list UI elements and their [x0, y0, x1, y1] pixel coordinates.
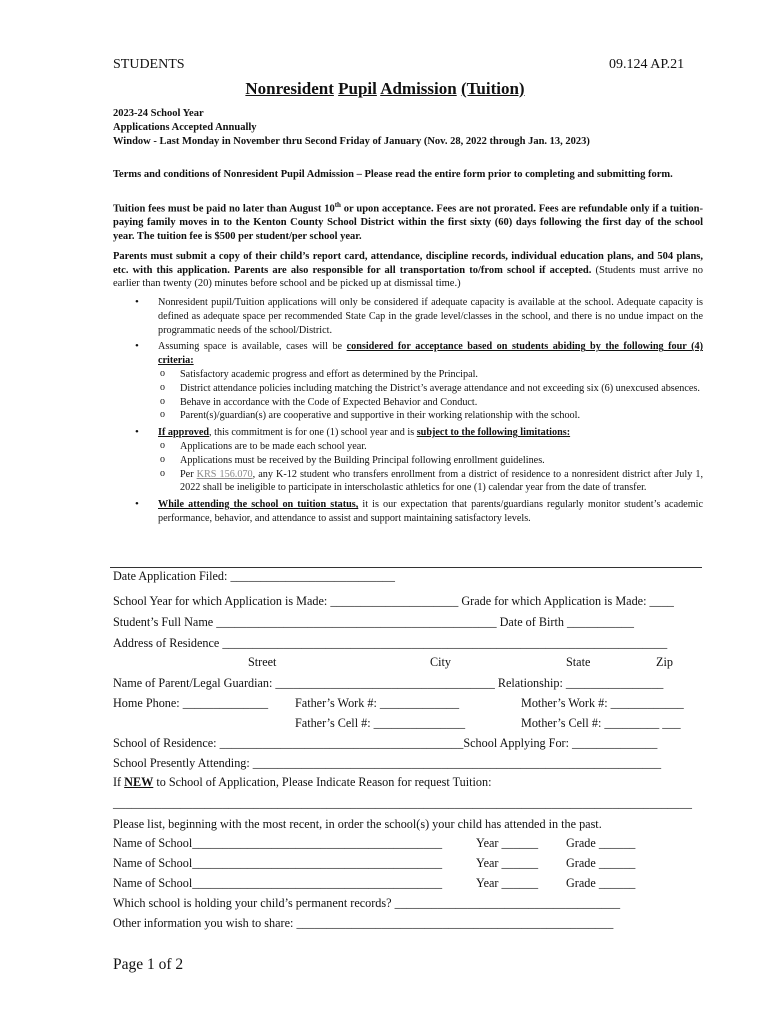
sub-item-text: , any K-12 student who transfers enrollment from a district of residence to a nonresident district after July 1, 2022 shall be ineligible to participate in interscholastic athletics for one (1) calendar year from the date of transfer. — [180, 468, 703, 494]
tuition-status-label: While attending the school on tuition status, — [158, 499, 359, 511]
previous-school-name-field[interactable]: Name of School_________________________________________ — [113, 836, 443, 850]
school-residence-applying-field[interactable]: School of Residence: ________________________________________School Applying For: ______________ — [113, 736, 658, 750]
list-item — [113, 426, 703, 495]
title-word: Nonresident — [245, 79, 334, 98]
application-meta — [113, 107, 590, 149]
address-state-label: State — [566, 655, 591, 669]
title-word: Pupil — [338, 79, 377, 98]
sub-item-text: Per — [180, 468, 197, 480]
student-name-dob-field[interactable]: Student’s Full Name ______________________________________________ Date of Birth ___________ — [113, 615, 634, 629]
title-word: (Tuition) — [460, 79, 525, 98]
sub-item: o Applications are to be made each school year. — [158, 440, 703, 454]
school-year: 2023-24 School Year — [113, 108, 204, 119]
terms-paragraph: Terms and conditions of Nonresident Pupil Admission – Please read the entire form prior to completing and submitting form. — [113, 169, 673, 180]
bullet-text: Assuming space is available, cases will be — [158, 341, 347, 353]
if-new-reason-label — [113, 775, 491, 790]
title-word: Admission — [380, 79, 457, 98]
previous-school-grade-field[interactable]: Grade ______ — [566, 836, 636, 850]
sub-item: o District attendance policies including matching the District’s average attendance and not exceeding six (6) unexcused absences. — [158, 382, 703, 396]
sub-item: o Applications must be received by the Building Principal following enrollment guidelines. — [158, 454, 703, 468]
school-year-grade-field[interactable]: School Year for which Application is Made: _____________________ Grade for which Application is Made: ____ — [113, 594, 674, 608]
reason-field[interactable]: _______________________________________________________________________________________________ — [113, 796, 692, 810]
address-field[interactable]: Address of Residence _________________________________________________________________________ — [113, 636, 668, 650]
home-phone-field[interactable]: Home Phone: ______________ — [113, 696, 269, 710]
criteria-heading: considered for acceptance based on students abiding by the following four (4) criteria: — [158, 341, 703, 367]
previous-school-year-field[interactable]: Year ______ — [476, 856, 539, 870]
permanent-records-field[interactable]: Which school is holding your child’s permanent records? _____________________________________ — [113, 896, 621, 910]
conditions-list — [113, 296, 703, 529]
tuition-text: Tuition fees must be paid no later than August 10 — [113, 203, 335, 215]
header-section-label: STUDENTS — [113, 57, 185, 72]
bullet-text: Nonresident pupil/Tuition applications will only be considered if adequate capacity is available at the school. Adequate capacity is defined as adequate space per recommended State Cap in the grade level/classes in the school, and there is no undue impact on the programmatic needs of the school/District. — [158, 297, 703, 336]
parents-text: Parents must submit a copy of their child’s report card, attendance, discipline records, individual education plans, and 504 plans, etc. with this application. Parents are also responsible for all transportation to/from school if accepted. — [113, 251, 703, 276]
father-work-field[interactable]: Father’s Work #: _____________ — [295, 696, 460, 710]
bullet-text: , this commitment is for one (1) school year and is — [209, 427, 417, 439]
tuition-text-rest: or upon acceptance. Fees are not prorated. Fees are refundable only if a tuition-paying family moves in to the Kenton County School District within the first sixty (60) days following the first day of the school year. The tuition fee is $500 per student/per school year. — [113, 203, 703, 242]
please-list-instruction: Please list, beginning with the most recent, in order the school(s) your child has attended in the past. — [113, 817, 602, 831]
sub-item: o Parent(s)/guardian(s) are cooperative and supportive in their working relationship with the school. — [158, 409, 703, 423]
header-policy-code: 09.124 AP.21 — [609, 57, 685, 72]
previous-school-name-field[interactable]: Name of School_________________________________________ — [113, 856, 443, 870]
if-new-text: If — [113, 775, 125, 789]
guardian-relationship-field[interactable]: Name of Parent/Legal Guardian: ____________________________________ Relationship: ________________ — [113, 676, 664, 690]
application-window: Window - Last Monday in November thru Second Friday of January (Nov. 28, 2022 through Jan. 13, 2023) — [113, 136, 590, 147]
applications-accepted: Applications Accepted Annually — [113, 122, 257, 133]
sub-item — [158, 468, 703, 496]
limitations-heading: subject to the following limitations: — [416, 427, 571, 439]
school-presently-attending-field[interactable]: School Presently Attending: ___________________________________________________________________ — [113, 756, 662, 770]
address-zip-label: Zip — [656, 655, 673, 669]
list-item — [113, 296, 703, 337]
sub-item: o Satisfactory academic progress and effort as determined by the Principal. — [158, 368, 703, 382]
list-item — [113, 340, 703, 423]
if-approved-label: If approved — [158, 427, 210, 439]
mother-work-field[interactable]: Mother’s Work #: ____________ — [521, 696, 684, 710]
previous-school-grade-field[interactable]: Grade ______ — [566, 856, 636, 870]
page-number: Page 1 of 2 — [113, 956, 184, 973]
document-title — [0, 79, 770, 99]
previous-school-name-field[interactable]: Name of School_________________________________________ — [113, 876, 443, 890]
bullet-text: it is our expectation that parents/guardians regularly monitor student’s academic performance, behavior, and attendance to assist and support maintaining satisfactory levels. — [158, 499, 703, 524]
krs-link[interactable]: KRS 156.070 — [196, 468, 253, 480]
previous-school-grade-field[interactable]: Grade ______ — [566, 876, 636, 890]
address-city-label: City — [430, 655, 451, 669]
address-street-label: Street — [248, 655, 277, 669]
sub-item: o Behave in accordance with the Code of Expected Behavior and Conduct. — [158, 396, 703, 410]
date-filed-field[interactable]: Date Application Filed: ___________________________ — [113, 569, 395, 583]
father-cell-field[interactable]: Father’s Cell #: _______________ — [295, 716, 466, 730]
previous-school-year-field[interactable]: Year ______ — [476, 876, 539, 890]
if-new-text-rest: to School of Application, Please Indicate Reason for request Tuition: — [153, 775, 492, 789]
tuition-paragraph — [113, 199, 703, 243]
mother-cell-field[interactable]: Mother’s Cell #: _________ ___ — [521, 716, 681, 730]
new-emphasis: NEW — [124, 775, 154, 789]
section-divider — [110, 567, 702, 568]
other-info-field[interactable]: Other information you wish to share: ____________________________________________________ — [113, 916, 614, 930]
parents-paragraph — [113, 250, 703, 291]
students-note: (Students must arrive no earlier than twenty (20) minutes before school and be picked up at dismissal time.) — [113, 264, 703, 289]
tuition-superscript: th — [334, 201, 341, 209]
list-item — [113, 498, 703, 526]
previous-school-year-field[interactable]: Year ______ — [476, 836, 539, 850]
